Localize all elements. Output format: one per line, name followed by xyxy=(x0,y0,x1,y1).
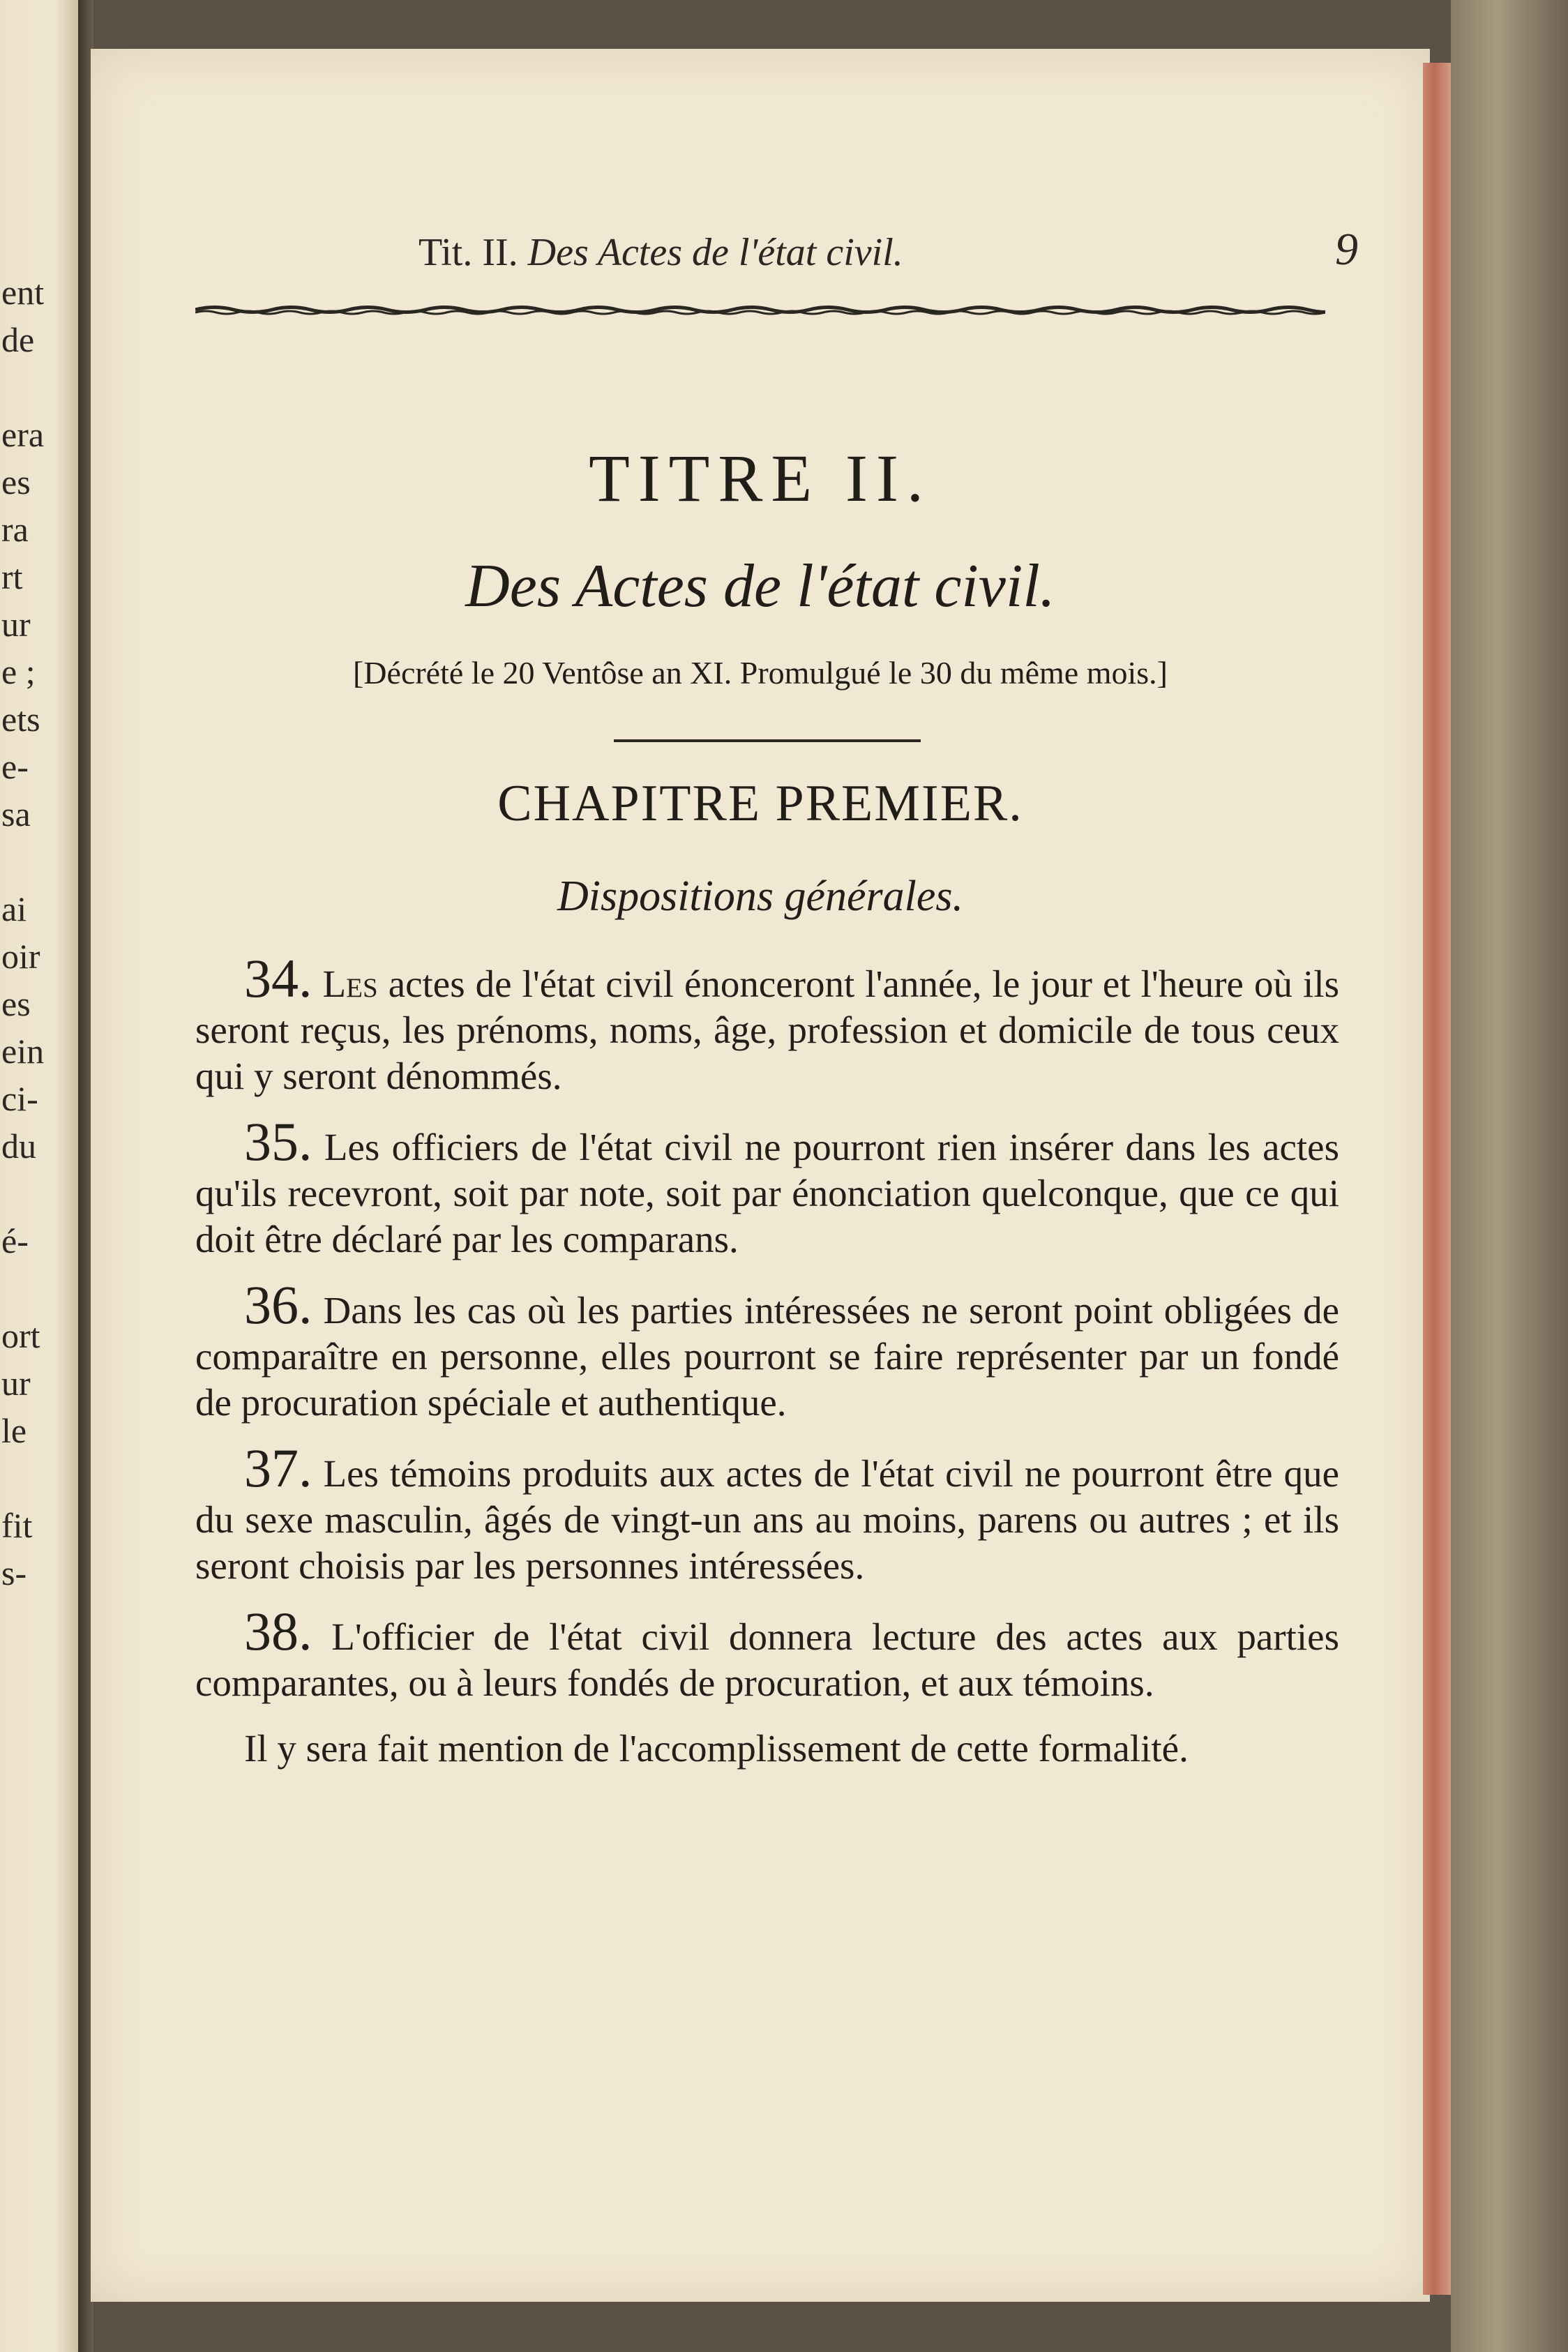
running-head-prefix: Tit. II. xyxy=(419,231,518,274)
facing-page-fragment: ets xyxy=(1,700,40,739)
book-page xyxy=(91,49,1430,2302)
running-head xyxy=(419,230,1325,275)
facing-page-fragment: es xyxy=(1,462,31,502)
titre-heading: TITRE II. xyxy=(589,441,932,515)
short-rule xyxy=(614,739,921,742)
facing-page-fragment: du xyxy=(1,1126,36,1166)
book-binding xyxy=(1451,0,1568,2352)
facing-page-fragment: de xyxy=(1,320,35,359)
facing-page-fragment: ra xyxy=(1,510,29,549)
chapter-subheading: Dispositions générales. xyxy=(557,873,964,920)
facing-page-fragment: s- xyxy=(1,1553,27,1592)
facing-page-fragment: ein xyxy=(1,1032,45,1071)
facing-page-fragment: es xyxy=(1,984,31,1023)
decree-line: [Décrété le 20 Ventôse an XI. Promulgué le 30 du même mois.] xyxy=(352,655,1168,691)
facing-page-fragment: ai xyxy=(1,889,27,928)
facing-page-fragment: sa xyxy=(1,794,31,834)
facing-page-edge xyxy=(0,0,78,2352)
article-35: 35. Les officiers de l'état civil ne pourront rien insérer dans les actes qu'ils recevront, soit par note, soit par énonciation quelconque, que ce qui doit être déclaré par les comparans. xyxy=(195,1111,1339,1260)
facing-page-fragment: era xyxy=(1,415,45,454)
article-34: 34. Les actes de l'état civil énonceront l'année, le jour et l'heure où ils seront reçus, les prénoms, noms, âge, profession et domicile de tous ceux qui y seront dénommés. xyxy=(195,948,1340,1097)
facing-page-fragment: é- xyxy=(1,1221,29,1260)
titre-subtitle: Des Actes de l'état civil. xyxy=(465,552,1055,620)
page-number: 9 xyxy=(1335,224,1358,275)
facing-page-fragment: le xyxy=(1,1411,27,1450)
wavy-rule xyxy=(195,294,1325,322)
facing-page-fragment: ci- xyxy=(1,1079,38,1118)
facing-page-fragment: ur xyxy=(1,605,31,644)
red-page-edge xyxy=(1423,63,1451,2295)
article-37: 37. Les témoins produits aux actes de l'état civil ne pourront être que du sexe masculin, âgés de vingt-un ans au moins, parens ou autres ; et ils seront choisis par les personnes intéressées. xyxy=(195,1438,1339,1587)
facing-page-fragment: e ; xyxy=(1,652,36,691)
facing-page-fragment: oir xyxy=(1,937,40,976)
facing-page-fragment: ent xyxy=(1,273,45,312)
running-head-title: Des Actes de l'état civil. xyxy=(527,231,903,274)
facing-page-fragment: rt xyxy=(1,557,23,596)
closing-paragraph: Il y sera fait mention de l'accomplissement de cette formalité. xyxy=(244,1727,1189,1770)
facing-page-fragment: fit xyxy=(1,1506,33,1545)
article-38: 38. L'officier de l'état civil donnera lecture des actes aux parties comparantes, ou à leurs fondés de procuration, et aux témoins. xyxy=(195,1601,1339,1704)
articles-body xyxy=(195,948,1340,1772)
chapter-heading: CHAPITRE PREMIER. xyxy=(497,775,1023,832)
article-36: 36. Dans les cas où les parties intéressées ne seront point obligées de comparaître en personne, elles pourront se faire représenter par un fondé de procuration spéciale et authentique. xyxy=(195,1274,1339,1424)
facing-page-fragment: ur xyxy=(1,1364,31,1403)
facing-page-fragment: e- xyxy=(1,747,29,786)
facing-page-fragment: ort xyxy=(1,1316,40,1355)
